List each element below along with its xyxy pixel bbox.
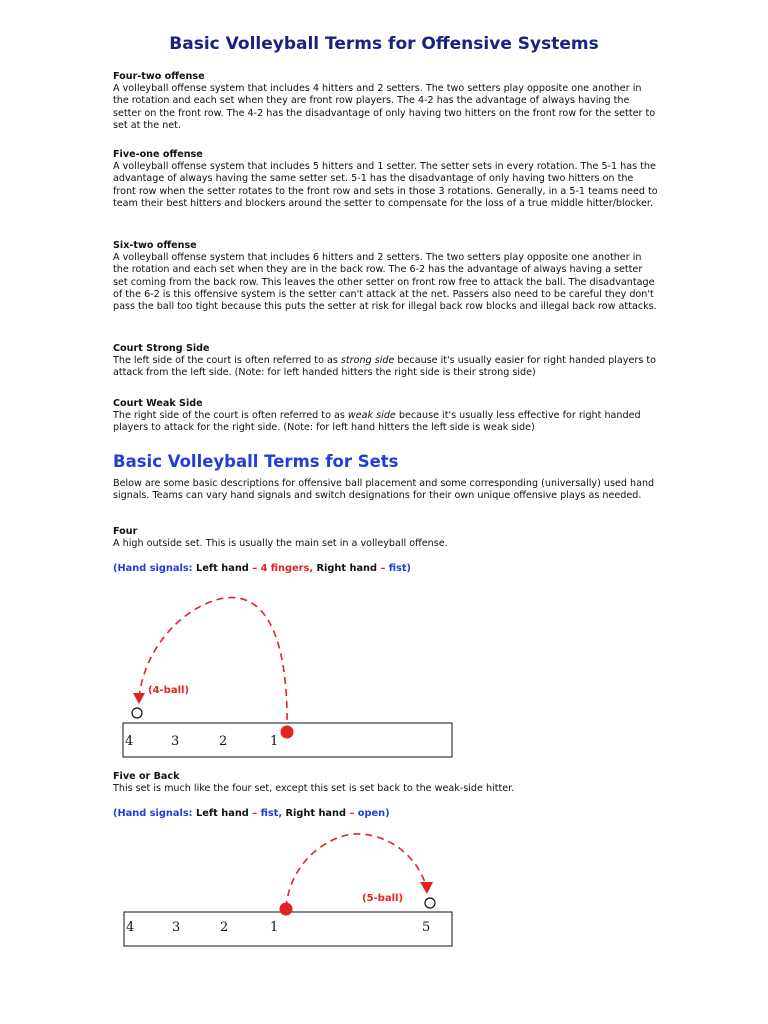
target-ball-icon — [425, 898, 435, 908]
term-four-two — [113, 71, 658, 132]
signal-right-value: fist) — [388, 563, 412, 574]
position-1: 1 — [270, 920, 279, 935]
ball-label: (4-ball) — [148, 685, 190, 696]
four-set-diagram — [0, 590, 768, 760]
term-heading: Five-one offense — [113, 149, 203, 160]
signal-separator: – — [248, 563, 261, 574]
signal-left-label: Left hand — [196, 808, 249, 819]
emphasis-text: weak side — [347, 410, 396, 422]
signal-left-value: 4 fingers, — [260, 563, 314, 574]
term-definition: A volleyball offense system that includes 5 hitters and 1 setter. The setter sets in every rotation. The 5-1 has the advantage of always having the same setter set. 5-1 has the disadvantage of only having two hitters on the front row when the setter rotates to the front row and sets in those 3 rotations. Generally, in a 5-1 teams need to team their best hitters and blockers around the setter to compensate for the loss of a true middle hitter/blocker. — [113, 161, 658, 209]
term-heading: Four — [113, 526, 138, 537]
signal-left-value: fist, — [260, 808, 283, 819]
term-definition: A high outside set. This is usually the main set in a volleyball offense. — [113, 538, 448, 550]
definition-text: The right side of the court is often referred to as — [113, 410, 348, 422]
term-heading: Four-two offense — [113, 71, 205, 82]
term-five-one — [113, 149, 658, 210]
ball-label: (5-ball) — [362, 893, 404, 904]
setter-ball-icon — [281, 726, 294, 739]
signal-prefix: (Hand signals: — [113, 563, 196, 574]
position-3: 3 — [171, 734, 180, 749]
term-four-set — [113, 526, 658, 550]
term-heading: Court Weak Side — [113, 398, 203, 409]
position-1: 1 — [270, 734, 279, 749]
term-definition: A volleyball offense system that includes 4 hitters and 2 setters. The two setters play opposite one another in the rotation and each set when they are front row players. The 4-2 has the advantage of always having the setter on the front row. The 4-2 has the disadvantage of only having two hitters on the front row for the setter to set at the net. — [113, 83, 656, 131]
term-court-strong-side — [113, 343, 658, 380]
signal-separator: – — [377, 563, 389, 574]
term-court-weak-side — [113, 398, 658, 435]
term-six-two — [113, 240, 658, 313]
signal-right-label: Right hand — [282, 808, 347, 819]
set-trajectory-arrow — [286, 834, 426, 908]
page-title: Basic Volleyball Terms for Offensive Systems — [169, 34, 599, 54]
signal-separator: – — [346, 808, 358, 819]
signal-prefix: (Hand signals: — [113, 808, 196, 819]
term-heading: Five or Back — [113, 771, 180, 782]
term-heading: Court Strong Side — [113, 343, 210, 354]
term-heading: Six-two offense — [113, 240, 197, 251]
emphasis-text: strong side — [340, 355, 395, 367]
term-five-set — [113, 771, 658, 795]
term-definition — [113, 355, 658, 379]
signal-right-value: open) — [357, 808, 390, 819]
definition-text: because it's usually easier for right handed players to attack from the left side. (Note: for left handed hitters the right side is their strong side) — [113, 355, 656, 379]
position-4: 4 — [125, 734, 134, 749]
arrowhead-icon — [133, 693, 145, 704]
term-definition: This set is much like the four set, except this set is set back to the weak-side hitter. — [113, 783, 515, 795]
intro-text: Below are some basic descriptions for offensive ball placement and some corresponding (universally) used hand signals. Teams can vary hand signals and switch designations for their own unique offensive plays as needed. — [113, 478, 655, 502]
position-3: 3 — [172, 920, 181, 935]
target-ball-icon — [132, 708, 142, 718]
term-definition: A volleyball offense system that includes 6 hitters and 2 setters. The two setters play opposite one another in the rotation and each set when they are in the back row. The 6-2 has the advantage of always having a setter set coming from the back row. This leaves the other setter on front row free to attack the ball. The disadvantage of the 6-2 is this offensive system is the setter can't attack at the net. Passers also need to be careful they don't pass the ball too tight because this puts the setter at risk for illegal back row blocks and illegal back row attacks. — [113, 252, 657, 313]
term-definition — [113, 410, 658, 434]
position-5: 5 — [422, 920, 431, 935]
arrowhead-icon — [420, 882, 433, 894]
signal-right-label: Right hand — [313, 563, 378, 574]
signal-separator: – — [248, 808, 261, 819]
set-trajectory-arrow — [139, 598, 287, 732]
signal-left-label: Left hand — [196, 563, 249, 574]
definition-text: The left side of the court is often referred to as — [113, 355, 341, 367]
position-2: 2 — [219, 734, 228, 749]
position-4: 4 — [126, 920, 135, 935]
definition-text: because it's usually less effective for right handed players to attack for the right side. (Note: for left hand hitters the left side is weak side) — [113, 410, 641, 434]
sets-intro — [113, 478, 658, 502]
five-hand-signals — [113, 808, 390, 819]
sets-heading: Basic Volleyball Terms for Sets — [113, 452, 399, 471]
four-hand-signals — [113, 563, 411, 574]
five-set-diagram — [0, 830, 768, 950]
setter-ball-icon — [280, 903, 293, 916]
position-2: 2 — [220, 920, 229, 935]
